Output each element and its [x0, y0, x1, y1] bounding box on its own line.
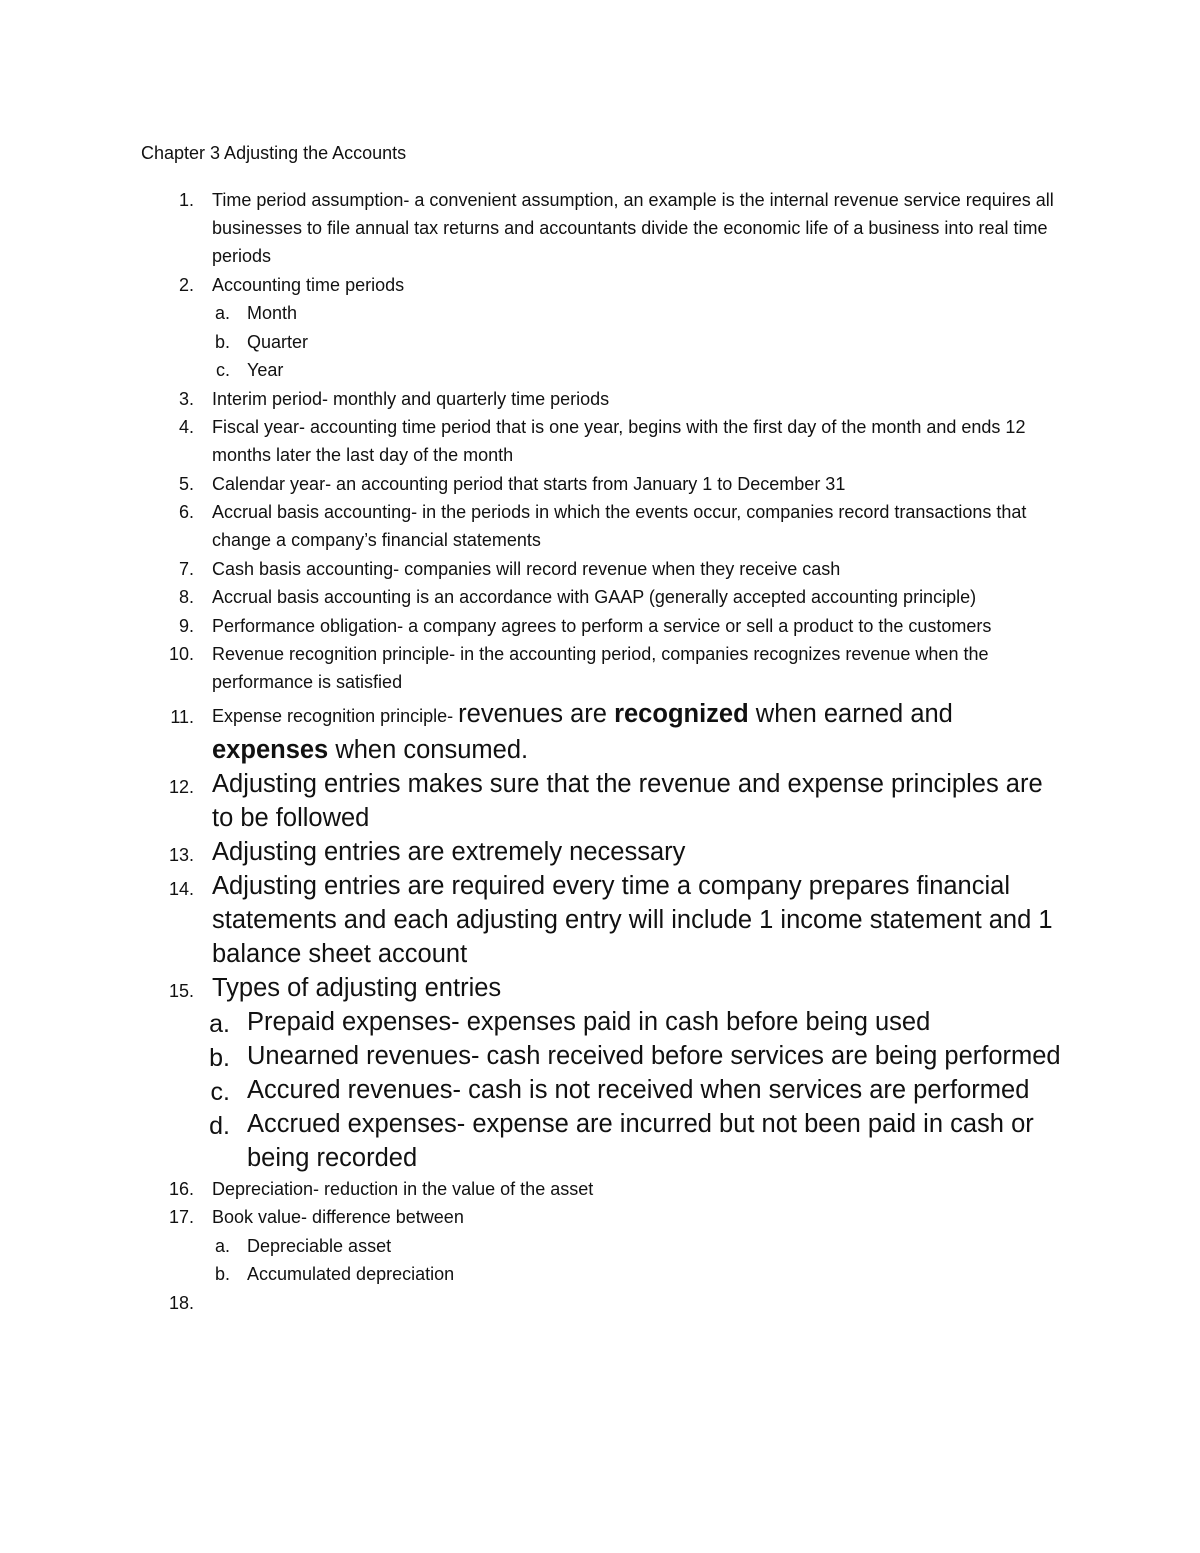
list-number: 15. — [168, 980, 194, 1001]
list-letter: a. — [209, 1009, 230, 1038]
list-text: Adjusting entries are extremely necessary — [212, 837, 686, 866]
sub-list-item — [0, 1260, 1200, 1288]
sub-list-item — [0, 1039, 1200, 1073]
sub-list-item — [0, 1005, 1200, 1039]
list-letter: c. — [210, 1077, 230, 1106]
list-item — [0, 697, 1200, 767]
list-item — [0, 1203, 1200, 1231]
list-item — [0, 186, 1200, 270]
list-letter: b. — [214, 1264, 230, 1284]
list-item — [0, 498, 1200, 554]
list-text: Types of adjusting entries — [212, 973, 502, 1002]
sub-list-item — [0, 1107, 1200, 1175]
list-text-lead: Expense recognition principle- — [212, 705, 459, 726]
list-number: 8. — [178, 587, 194, 607]
list-item — [0, 583, 1200, 611]
list-text: Accrual basis accounting- in the periods in which the events occur, companies record transactions that change a company’s financial statements — [212, 502, 1027, 550]
list-number: 17. — [168, 1207, 194, 1227]
list-number: 3. — [178, 388, 194, 409]
list-text: Year — [247, 360, 284, 380]
list-text: Revenue recognition principle- in the accounting period, companies recognizes revenue when the performance is satisfied — [212, 644, 989, 692]
list-text: Cash basis accounting- companies will record revenue when they receive cash — [212, 558, 841, 579]
list-text-part: when consumed. — [328, 735, 529, 764]
list-text: Calendar year- an accounting period that starts from January 1 to December 31 — [212, 473, 846, 494]
list-item — [0, 385, 1200, 413]
list-text: Adjusting entries are required every time a company prepares financial statements and each adjusting entry will include 1 income statement and 1 balance sheet account — [212, 871, 1053, 968]
list-letter: c. — [215, 360, 230, 380]
list-item — [0, 1289, 1200, 1317]
list-number: 16. — [168, 1178, 194, 1199]
list-text: Performance obligation- a company agrees to perform a service or sell a product to the customers — [212, 615, 992, 636]
list-text — [212, 697, 1062, 767]
list-text: Depreciable asset — [247, 1235, 392, 1256]
list-text: Adjusting entries makes sure that the revenue and expense principles are to be followed — [212, 769, 1043, 832]
numbered-list — [0, 186, 1200, 1317]
list-text: Unearned revenues- cash received before services are being performed — [247, 1041, 1061, 1070]
list-number: 6. — [178, 502, 194, 522]
list-text: Depreciation- reduction in the value of the asset — [212, 1178, 594, 1199]
list-item — [0, 1175, 1200, 1203]
list-item — [0, 413, 1200, 469]
list-item — [0, 555, 1200, 583]
sub-list-item — [0, 299, 1200, 327]
bold-word: expenses — [212, 735, 329, 764]
list-text: Book value- difference between — [212, 1207, 464, 1227]
list-text-part: revenues are — [458, 699, 615, 728]
sub-list-item — [0, 356, 1200, 384]
list-item — [0, 869, 1200, 971]
list-text: Time period assumption- a convenient assumption, an example is the internal revenue service requires all businesses to file annual tax returns and accountants divide the economic life of a business into real time periods — [212, 190, 1054, 266]
list-text: Prepaid expenses- expenses paid in cash before being used — [247, 1007, 931, 1036]
list-text: Interim period- monthly and quarterly time periods — [212, 388, 610, 409]
list-text: Month — [247, 303, 298, 323]
bold-word: recognized — [614, 699, 749, 728]
list-letter: b. — [214, 331, 230, 352]
list-text: Quarter — [247, 331, 309, 352]
list-number: 9. — [178, 615, 194, 636]
list-item — [0, 271, 1200, 299]
list-letter: b. — [209, 1043, 230, 1072]
list-text: Accrued expenses- expense are incurred but not been paid in cash or being recorded — [247, 1109, 1034, 1172]
sub-list-item — [0, 1073, 1200, 1107]
list-text: Accrual basis accounting is an accordance with GAAP (generally accepted accounting principle) — [212, 587, 977, 607]
list-text: Accumulated depreciation — [247, 1264, 455, 1284]
list-number: 11. — [170, 706, 194, 727]
list-item — [0, 767, 1200, 835]
list-text-part: when earned and — [748, 699, 953, 728]
list-number: 10. — [168, 644, 194, 664]
list-item — [0, 971, 1200, 1005]
list-number: 1. — [178, 190, 194, 210]
sub-list-item — [0, 1232, 1200, 1260]
list-text — [212, 1289, 1062, 1317]
list-number: 2. — [178, 274, 194, 295]
list-letter: a. — [214, 1235, 230, 1256]
list-number: 7. — [178, 558, 194, 579]
list-text: Accured revenues- cash is not received when services are performed — [247, 1075, 1030, 1104]
document-title: Chapter 3 Adjusting the Accounts — [141, 143, 407, 163]
list-text: Fiscal year- accounting time period that is one year, begins with the first day of the month and ends 12 months later the last day of the month — [212, 417, 1026, 465]
list-text: Accounting time periods — [212, 274, 405, 295]
list-number: 14. — [168, 878, 194, 899]
list-item — [0, 640, 1200, 696]
list-number: 5. — [178, 473, 194, 494]
list-number: 18. — [168, 1292, 194, 1313]
list-item — [0, 470, 1200, 498]
list-letter: a. — [214, 303, 230, 323]
list-number: 13. — [168, 844, 194, 865]
list-item — [0, 835, 1200, 869]
list-letter: d. — [209, 1111, 230, 1140]
list-item — [0, 612, 1200, 640]
list-number: 4. — [178, 417, 194, 437]
sub-list-item — [0, 328, 1200, 356]
list-number: 12. — [168, 776, 194, 797]
